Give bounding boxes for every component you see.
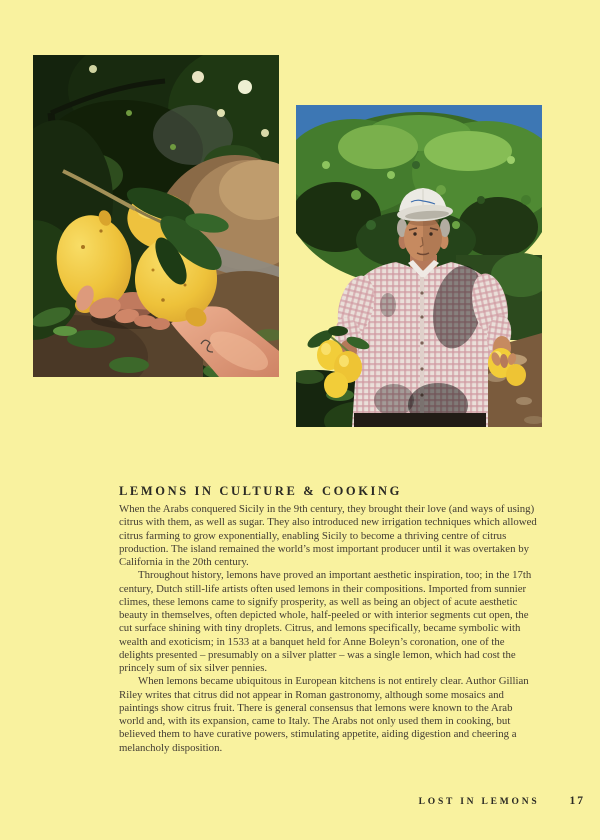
paragraph-1: When the Arabs conquered Sicily in the 9th century, they brought their love (and ways of using) citrus with them, as well as sugar. They also introduced new irrigation techniques which allowed citrus farming to grow exponentially, enabling Sicily to become a thriving centre of citrus production. The island remained the world’s most important producer until it was overtaken by California in the 20th century. xyxy=(119,503,537,568)
farmer-illustration xyxy=(296,105,542,427)
page-footer xyxy=(0,795,585,807)
paragraph-3: When lemons became ubiquitous in European kitchens is not entirely clear. Author Gillian Riley writes that citrus did not appear in Roman gastronomy, although some mosaics and paintings show citrus fruit. There is general consensus that lemons were known to the Arab world and, with its expansion, came to Italy. The Arabs not only used them in cooking, but believed them to have curative powers, stimulating appetite, aiding digestion and cheering a melancholy disposition. xyxy=(119,675,529,754)
photo-farmer-with-lemons xyxy=(296,105,542,427)
page-number: 17 xyxy=(569,795,585,807)
book-title: LOST IN LEMONS xyxy=(418,797,540,807)
hand-lemons-illustration xyxy=(33,55,279,377)
photo-hand-holding-lemons xyxy=(33,55,279,377)
article-body xyxy=(119,503,537,755)
paragraph-2: Throughout history, lemons have proved an important aesthetic inspiration, too; in the 17th century, Dutch still-life artists often used lemons in their compositions. Imported from sunnier climes, these lemons came to signify prosperity, as well as being an object of acute aesthetic beauty in themselves, often depicted whole, half-peeled or with interior segments cut open, the cut surface shining with tiny droplets. Citrus, and lemons specifically, became symbolic with wealth and exoticism; in 1533 at a banquet held for Anne Boleyn’s coronation, one of the delights presented – presumably on a silver platter – was a single lemon, which had cost the princely sum of six silver pennies. xyxy=(119,569,532,674)
article-heading: LEMONS IN CULTURE & COOKING xyxy=(119,484,402,499)
